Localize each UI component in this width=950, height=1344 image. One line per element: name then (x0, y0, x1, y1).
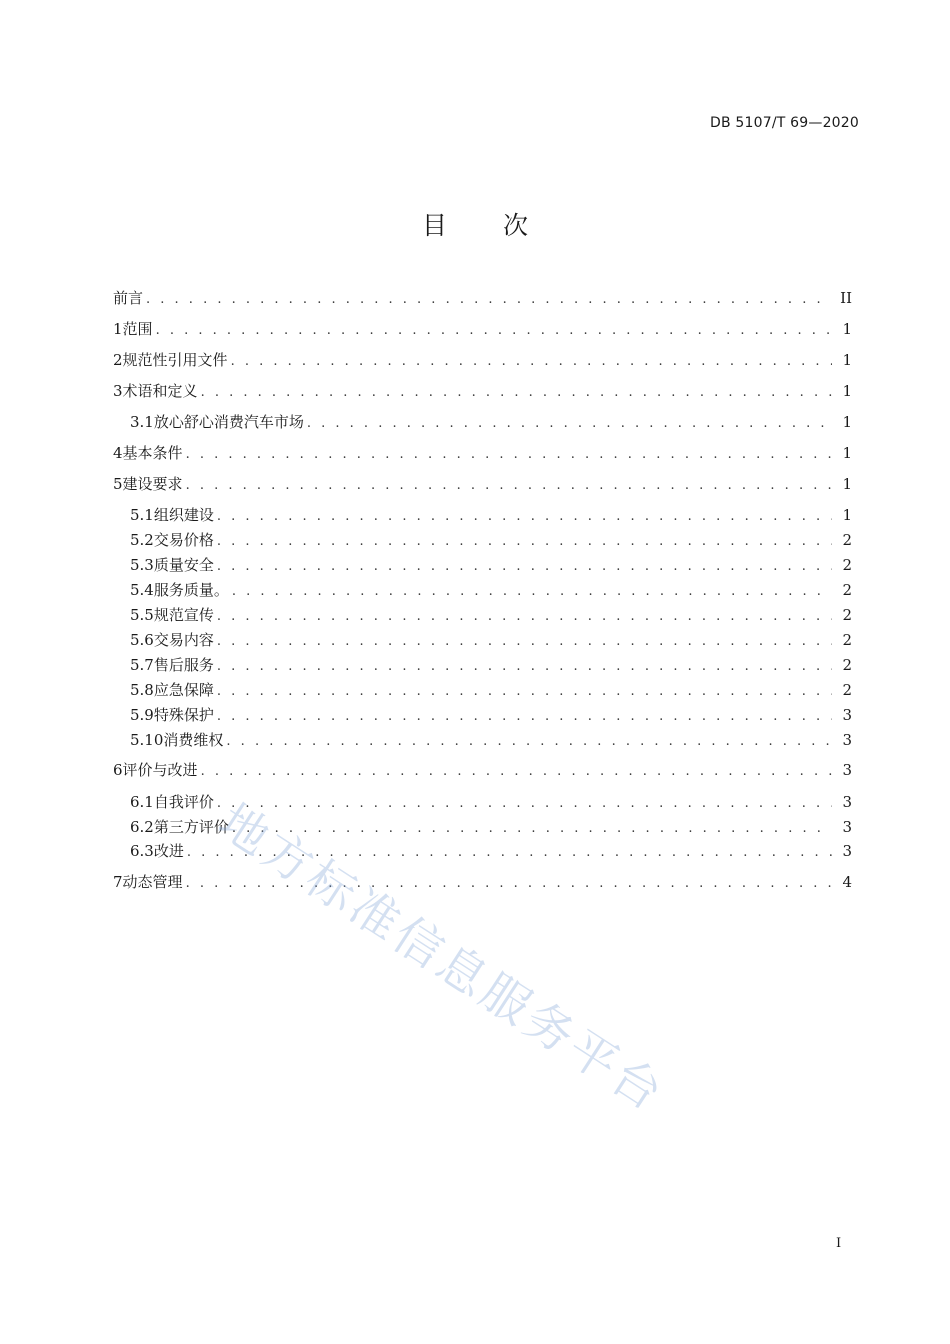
toc-entry-page: 1 (842, 444, 852, 462)
toc-entry-5-7[interactable] (130, 655, 852, 675)
page-number: I (836, 1236, 842, 1251)
toc-entry-5-4[interactable] (130, 580, 852, 600)
toc-entry-label: 自我评价 (153, 793, 214, 811)
toc-entry-label: 改进 (153, 842, 184, 860)
toc-entry-page: II (840, 289, 852, 307)
toc-entry-5-9[interactable] (130, 705, 852, 725)
toc-entry-7[interactable] (113, 872, 852, 892)
toc-leader (187, 843, 832, 863)
toc-entry-label: 交易价格 (153, 531, 214, 549)
toc-leader (217, 507, 832, 527)
toc-entry-label: 售后服务 (153, 656, 214, 674)
toc-entry-label: 质量安全 (153, 556, 214, 574)
toc-entry-page: 4 (842, 873, 852, 891)
toc-entry-page: 3 (842, 761, 852, 779)
toc-entry-number: 5.1 (130, 506, 154, 524)
toc-entry-number: 6.1 (130, 793, 154, 811)
toc-entry-number: 6.3 (130, 842, 154, 860)
toc-entry-number: 6 (113, 761, 123, 779)
toc-entry-5-5[interactable] (130, 605, 852, 625)
toc-entry-6-1[interactable] (130, 792, 852, 812)
toc-entry-label: 服务质量。 (153, 581, 229, 599)
toc-leader (186, 476, 832, 496)
toc-entry-2[interactable] (113, 350, 852, 370)
toc-entry-4[interactable] (113, 443, 852, 463)
toc-entry-page: 2 (842, 631, 852, 649)
toc-entry-number: 5.10 (130, 731, 164, 749)
toc-entry-5-2[interactable] (130, 530, 852, 550)
toc-leader (217, 794, 832, 814)
toc-leader (201, 383, 832, 403)
toc-leader (186, 445, 832, 465)
toc-entry-number: 5.2 (130, 531, 154, 549)
toc-entry-3[interactable] (113, 381, 852, 401)
toc-entry-label: 交易内容 (153, 631, 214, 649)
toc-entry-label: 组织建设 (153, 506, 214, 524)
toc-entry-page: 3 (842, 818, 852, 836)
toc-entry-6[interactable] (113, 760, 852, 780)
toc-entry-page: 1 (842, 413, 852, 431)
toc-leader (232, 582, 832, 602)
toc-entry-number: 3 (113, 382, 123, 400)
document-code: DB 5107/T 69—2020 (709, 115, 859, 131)
toc-entry-label: 消费维权 (163, 731, 224, 749)
toc-entry-number: 5.8 (130, 681, 154, 699)
toc-entry-number: 5.6 (130, 631, 154, 649)
toc-entry-page: 3 (842, 731, 852, 749)
toc-leader (156, 321, 832, 341)
toc-entry-number: 5.7 (130, 656, 154, 674)
toc-entry-number: 2 (113, 351, 123, 369)
toc-entry-number: 5.4 (130, 581, 154, 599)
toc-entry-label: 规范宣传 (153, 606, 214, 624)
toc-entry-label: 基本条件 (122, 444, 183, 462)
toc-entry-page: 2 (842, 656, 852, 674)
toc-entry-number: 5.9 (130, 706, 154, 724)
toc-entry-5-10[interactable] (130, 730, 852, 750)
toc-entry-6-3[interactable] (130, 841, 852, 861)
toc-leader (232, 819, 832, 839)
toc-leader (217, 632, 832, 652)
toc-leader (217, 607, 832, 627)
toc-entry-label: 建设要求 (122, 475, 183, 493)
toc-entry-foreword[interactable] (113, 288, 852, 308)
toc-entry-1[interactable] (113, 319, 852, 339)
toc-entry-label: 第三方评价 (153, 818, 229, 836)
toc-entry-page: 1 (842, 475, 852, 493)
toc-entry-number: 5 (113, 475, 123, 493)
toc-entry-number: 6.2 (130, 818, 154, 836)
toc-entry-label: 应急保障 (153, 681, 214, 699)
toc-entry-5-6[interactable] (130, 630, 852, 650)
toc-entry-number: 1 (113, 320, 123, 338)
toc-entry-label: 评价与改进 (122, 761, 198, 779)
toc-entry-number: 5.5 (130, 606, 154, 624)
toc-entry-page: 3 (842, 706, 852, 724)
toc-entry-label: 特殊保护 (153, 706, 214, 724)
toc-entry-label: 前言 (113, 289, 144, 307)
toc-entry-label: 放心舒心消费汽车市场 (153, 413, 304, 431)
toc-leader (186, 874, 832, 894)
toc-entry-3-1[interactable] (130, 412, 852, 432)
toc-leader (217, 657, 832, 677)
toc-entry-number: 4 (113, 444, 123, 462)
toc-leader (231, 352, 832, 372)
toc-leader (146, 290, 832, 310)
toc-entry-page: 1 (842, 351, 852, 369)
toc-leader (217, 682, 832, 702)
toc-entry-page: 1 (842, 382, 852, 400)
toc-entry-label: 动态管理 (122, 873, 183, 891)
toc-entry-page: 2 (842, 556, 852, 574)
toc-entry-5-1[interactable] (130, 505, 852, 525)
toc-leader (307, 414, 832, 434)
toc-entry-page: 2 (842, 531, 852, 549)
page-title: 目 次 (422, 211, 552, 240)
toc-leader (217, 707, 832, 727)
watermark: 地方标准信息服务平台 (208, 793, 676, 1124)
toc-entry-5-8[interactable] (130, 680, 852, 700)
toc-entry-page: 2 (842, 606, 852, 624)
toc-entry-6-2[interactable] (130, 817, 852, 837)
toc-entry-page: 2 (842, 581, 852, 599)
toc-entry-page: 3 (842, 842, 852, 860)
toc-entry-page: 1 (842, 320, 852, 338)
toc-leader (201, 762, 832, 782)
toc-entry-5-3[interactable] (130, 555, 852, 575)
toc-leader (226, 732, 832, 752)
toc-entry-number: 5.3 (130, 556, 154, 574)
toc-leader (217, 557, 832, 577)
toc-entry-label: 范围 (122, 320, 153, 338)
toc-entry-5[interactable] (113, 474, 852, 494)
toc-entry-number: 7 (113, 873, 123, 891)
toc-entry-page: 2 (842, 681, 852, 699)
toc-entry-label: 规范性引用文件 (122, 351, 228, 369)
toc-entry-page: 3 (842, 793, 852, 811)
toc-entry-label: 术语和定义 (122, 382, 198, 400)
toc-entry-page: 1 (842, 506, 852, 524)
toc-entry-number: 3.1 (130, 413, 154, 431)
toc-leader (217, 532, 832, 552)
